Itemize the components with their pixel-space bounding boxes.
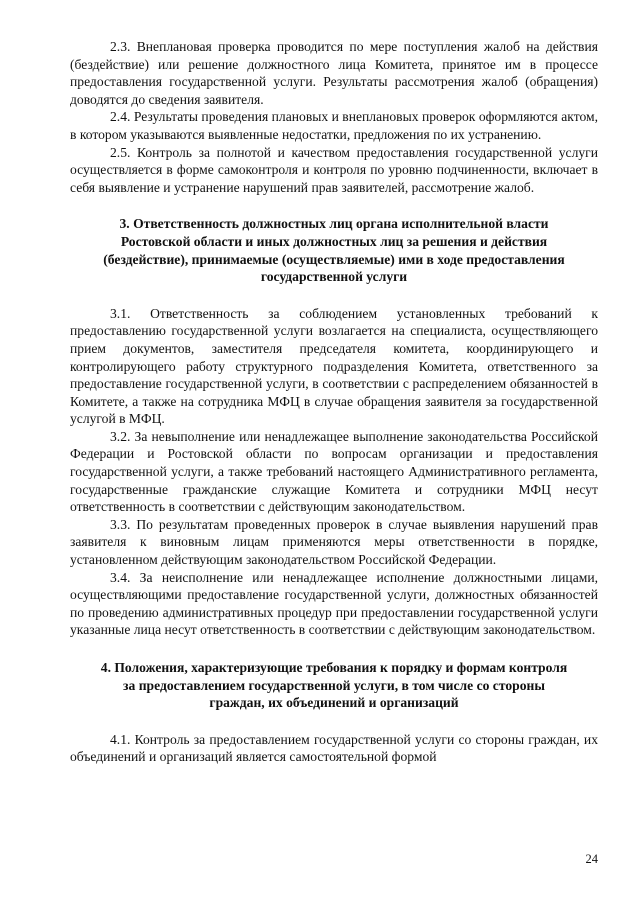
section-3-heading-line: (бездействие), принимаемые (осуществляемые) ими в ходе предоставления [103, 251, 565, 267]
paragraph-2-3: 2.3. Внеплановая проверка проводится по мере поступления жалоб на действия (бездействие) или решение должностного лица Комитета, принятое им в процессе предоставления государственной услуги. Результаты рассмотрения жалоб (обращения) доводятся до сведения заявителя. [70, 39, 598, 107]
paragraph-2-4: 2.4. Результаты проведения плановых и внеплановых проверок оформляются актом, в котором указываются выявленные недостатки, предложения по их устранению. [70, 109, 598, 142]
paragraph-2-5: 2.5. Контроль за полнотой и качеством предоставления государственной услуги осуществляется в форме самоконтроля и контроля по уровню подчиненности, включает в себя выявление и устранение нарушений прав заявителей, рассмотрение жалоб. [70, 144, 598, 195]
section-4-heading-line: за предоставлением государственной услуги, в том числе со стороны [123, 677, 545, 693]
paragraph-4-1: 4.1. Контроль за предоставлением государственной услуги со стороны граждан, их объединений и организаций является самостоятельной формой [70, 731, 598, 765]
section-4-heading-line: 4. Положения, характеризующие требования к порядку и формам контроля [100, 660, 568, 675]
page-number: 24 [585, 852, 598, 866]
paragraph-3-3: 3.3. По результатам проведенных проверок в случае выявления нарушений прав заявителя к виновным лицам применяются меры ответственности в порядке, установленном действующим законодательством Российской Федерации. [70, 516, 598, 568]
paragraph-3-4: 3.4. За неисполнение или ненадлежащее исполнение должностными лицами, осуществляющими предоставление государственной услуги, должностных обязанностей по проведению административных процедур при предоставлении государственной услуги указанные лица несут ответственность в соответствии с действующим законодательством. [70, 569, 598, 638]
paragraph-3-1: 3.1. Ответственность за соблюдением установленных требований к предоставлению государственной услуги возлагается на специалиста, осуществляющего прием документов, заместителя председателя комитета, координирующего и контролирующего работу структурного подразделения Комитета, ответственного за предоставление государственной услуги, в соответствии с распределением обязанностей в Комитете, а также на сотрудника МФЦ в случае обращения заявителя за государственной услугой в МФЦ. [70, 305, 598, 427]
section-3-heading-line: 3. Ответственность должностных лиц органа исполнительной власти [119, 216, 549, 232]
section-3-heading [70, 215, 598, 285]
section-4-heading [70, 659, 598, 712]
paragraph-3-2: 3.2. За невыполнение или ненадлежащее выполнение законодательства Российской Федерации и Ростовской области по вопросам организации и предоставления государственной услуги, а также требований настоящего Административного регламента, государственные гражданские служащие Комитета и сотрудники МФЦ несут ответственность в соответствии с действующим законодательством. [70, 428, 598, 515]
section-4-heading-line: граждан, их объединений и организаций [209, 695, 459, 711]
document-page [70, 38, 598, 766]
section-3-heading-line: государственной услуги [260, 269, 408, 285]
section-3-heading-line: Ростовской области и иных должностных лиц за решения и действия [120, 233, 548, 249]
